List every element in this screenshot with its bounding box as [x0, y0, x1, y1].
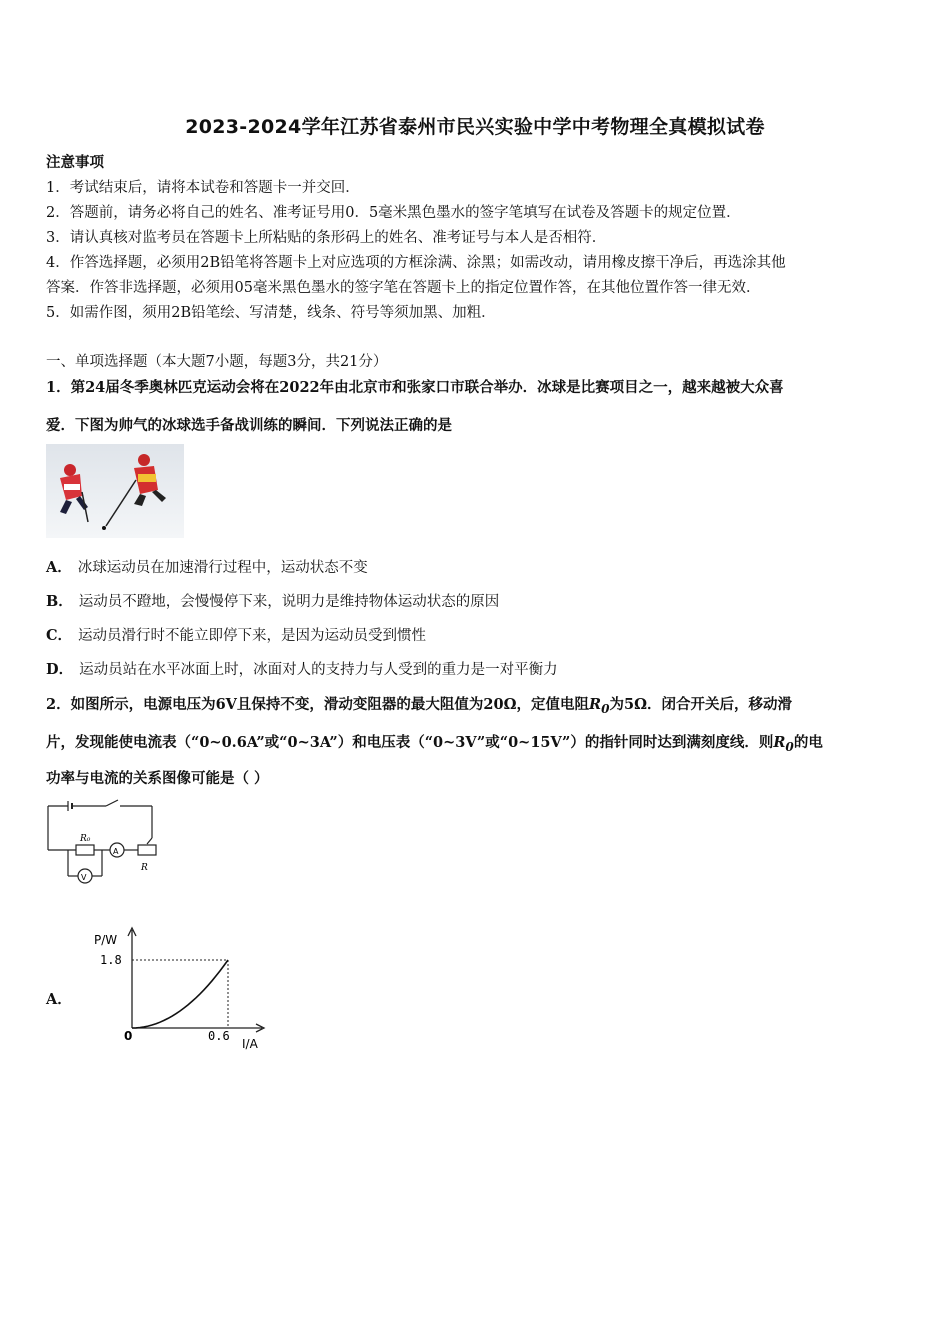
origin-label: 0 — [124, 1029, 133, 1043]
q1-option-b — [46, 590, 499, 611]
r-label: R — [141, 863, 148, 873]
option-letter: A． — [46, 559, 72, 576]
y-tick-label: 1.8 — [100, 953, 122, 967]
option-letter: B． — [46, 593, 73, 610]
hockey-photo — [46, 444, 184, 538]
q2-text-part: 2．如图所示，电源电压为6V且保持不变，滑动变阻器的最大阻值为20Ω，定值电阻 — [46, 696, 590, 713]
r0-resistor — [76, 845, 94, 855]
q1-option-a — [46, 556, 368, 577]
section-heading: 一、单项选择题（本大题7小题，每题3分，共21分） — [46, 354, 388, 370]
notice-item: 4．作答选择题，必须用2B铅笔将答题卡上对应选项的方框涂满、涂黑；如需改动，请用橡皮擦干净后，再选涂其他 — [46, 255, 786, 271]
r0-subscript: 0 — [601, 701, 610, 716]
q1-option-c — [46, 624, 426, 645]
power-curve — [132, 960, 228, 1028]
circuit-diagram — [44, 798, 164, 890]
q2-text-part: 的电 — [793, 734, 823, 751]
option-letter: C． — [46, 627, 73, 644]
notice-item: 2．答题前，请务必将自己的姓名、准考证号用0．5毫米黑色墨水的签字笔填写在试卷及答题卡的规定位置． — [46, 205, 741, 221]
rheostat — [138, 845, 156, 855]
voltmeter-label: V — [81, 873, 87, 882]
ammeter-label: A — [113, 847, 119, 856]
x-axis-label: I/A — [242, 1037, 258, 1051]
q2-option-a-letter — [46, 988, 78, 1009]
r0-subscript: 0 — [785, 739, 794, 754]
question-2-text — [46, 693, 792, 716]
option-text: 冰球运动员在加速滑行过程中，运动状态不变 — [77, 560, 368, 576]
r0-symbol — [589, 696, 610, 716]
question-1-text-cont: 爱．下图为帅气的冰球选手备战训练的瞬间．下列说法正确的是 — [46, 417, 452, 434]
notice-heading: 注意事项 — [46, 154, 104, 171]
power-current-graph — [92, 926, 272, 1052]
option-letter: A． — [46, 991, 72, 1008]
question-1-text: 1．第24届冬季奥林匹克运动会将在2022年由北京市和张家口市联合举办．冰球是比赛项目之一，越来越被大众喜 — [46, 379, 784, 396]
option-letter: D． — [46, 661, 74, 678]
x-tick-label: 0.6 — [208, 1029, 230, 1043]
q2-text-part: 片，发现能使电流表（“0~0.6A”或“0~3A”）和电压表（“0~3V”或“0~15V”）的指针同时达到满刻度线．则 — [46, 734, 774, 751]
r0-label: R₀ — [80, 834, 91, 844]
notice-item: 1．考试结束后，请将本试卷和答题卡一并交回． — [46, 180, 360, 196]
y-axis-label: P/W — [94, 933, 118, 947]
r0-letter: R — [773, 734, 786, 751]
question-2-text-cont — [46, 731, 823, 754]
notice-item: 5．如需作图，须用2B铅笔绘、写清楚，线条、符号等须加黑、加粗． — [46, 305, 496, 321]
r0-letter: R — [589, 696, 602, 713]
r0-symbol — [773, 734, 794, 754]
notice-item: 3．请认真核对监考员在答题卡上所粘贴的条形码上的姓名、准考证号与本人是否相符． — [46, 230, 607, 246]
question-2-text-cont: 功率与电流的关系图像可能是（ ） — [46, 770, 269, 787]
option-text: 运动员站在水平冰面上时，冰面对人的支持力与人受到的重力是一对平衡力 — [79, 662, 558, 678]
notice-item: 答案．作答非选择题，必须用05毫米黑色墨水的签字笔在答题卡上的指定位置作答，在其他位置作答一律无效． — [46, 280, 761, 296]
option-text: 运动员不蹬地，会慢慢停下来，说明力是维持物体运动状态的原因 — [78, 594, 500, 610]
plot-area — [128, 928, 264, 1032]
page-title: 2023-2024学年江苏省泰州市民兴实验中学中考物理全真模拟试卷 — [185, 116, 765, 138]
option-text: 运动员滑行时不能立即停下来，是因为运动员受到惯性 — [78, 628, 427, 644]
q1-option-d — [46, 658, 558, 679]
q2-text-part: 为5Ω．闭合开关后，移动滑 — [609, 696, 792, 713]
switch-blade — [106, 800, 118, 806]
